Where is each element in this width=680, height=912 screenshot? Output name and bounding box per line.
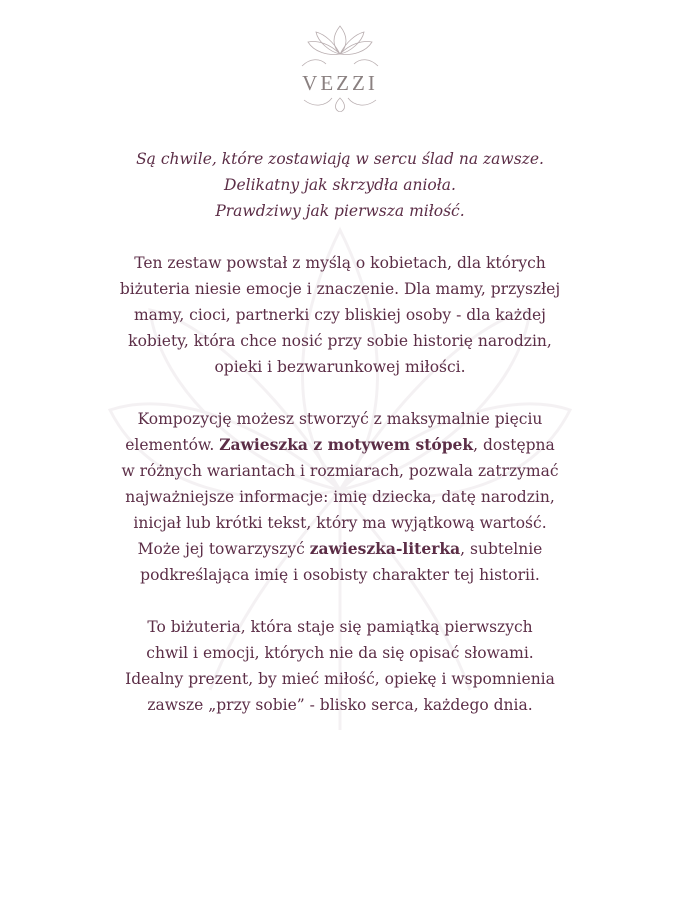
- paragraph-line: To biżuteria, która staje się pamiątką pierwszych: [147, 618, 533, 636]
- intro-quote: [60, 146, 620, 224]
- intro-line: Są chwile, które zostawiają w sercu ślad na zawsze.: [136, 150, 544, 168]
- paragraph-line: [60, 536, 620, 562]
- paragraph-line: opieki i bezwarunkowej miłości.: [214, 358, 466, 376]
- paragraph-line: [60, 432, 620, 458]
- paragraph-line: chwil i emocji, których nie da się opisać słowami.: [146, 644, 534, 662]
- paragraph-line: mamy, cioci, partnerki czy bliskiej osoby - dla każdej: [133, 306, 546, 324]
- brand-name: VEZZI: [302, 71, 378, 95]
- paragraph-line: biżuteria niesie emocje i znaczenie. Dla mamy, przyszłej: [119, 280, 561, 298]
- text-fragment: , subtelnie: [460, 540, 543, 558]
- text-fragment: Może jej towarzyszyć: [137, 540, 310, 558]
- paragraph-line: inicjał lub krótki tekst, który ma wyjątkową wartość.: [133, 514, 547, 532]
- text-fragment: elementów.: [125, 436, 220, 454]
- paragraph-line: Ten zestaw powstał z myślą o kobietach, dla których: [134, 254, 546, 272]
- description-text: [60, 146, 620, 744]
- paragraph-line: zawsze „przy sobie” - blisko serca, każdego dnia.: [147, 696, 533, 714]
- feet-pendant-highlight: Zawieszka z motywem stópek: [219, 435, 474, 454]
- paragraph-audience: [60, 250, 620, 380]
- brand-logo: [290, 22, 390, 112]
- paragraph-line: podkreślająca imię i osobisty charakter tej historii.: [140, 566, 540, 584]
- intro-line: Delikatny jak skrzydła anioła.: [224, 176, 456, 194]
- paragraph-composition: [60, 406, 620, 588]
- paragraph-line: kobiety, która chce nosić przy sobie historię narodzin,: [128, 332, 552, 350]
- intro-line: Prawdziwy jak pierwsza miłość.: [215, 202, 465, 220]
- lotus-icon: [290, 22, 390, 112]
- paragraph-line: najważniejsze informacje: imię dziecka, datę narodzin,: [125, 488, 555, 506]
- paragraph-line: Idealny prezent, by mieć miłość, opiekę i wspomnienia: [125, 670, 555, 688]
- letter-pendant-highlight: zawieszka-literka: [309, 539, 461, 558]
- paragraph-line: w różnych wariantach i rozmiarach, pozwala zatrzymać: [121, 462, 559, 480]
- paragraph-line: Kompozycję możesz stworzyć z maksymalnie pięciu: [137, 410, 543, 428]
- text-fragment: , dostępna: [473, 436, 555, 454]
- paragraph-gift: [60, 614, 620, 718]
